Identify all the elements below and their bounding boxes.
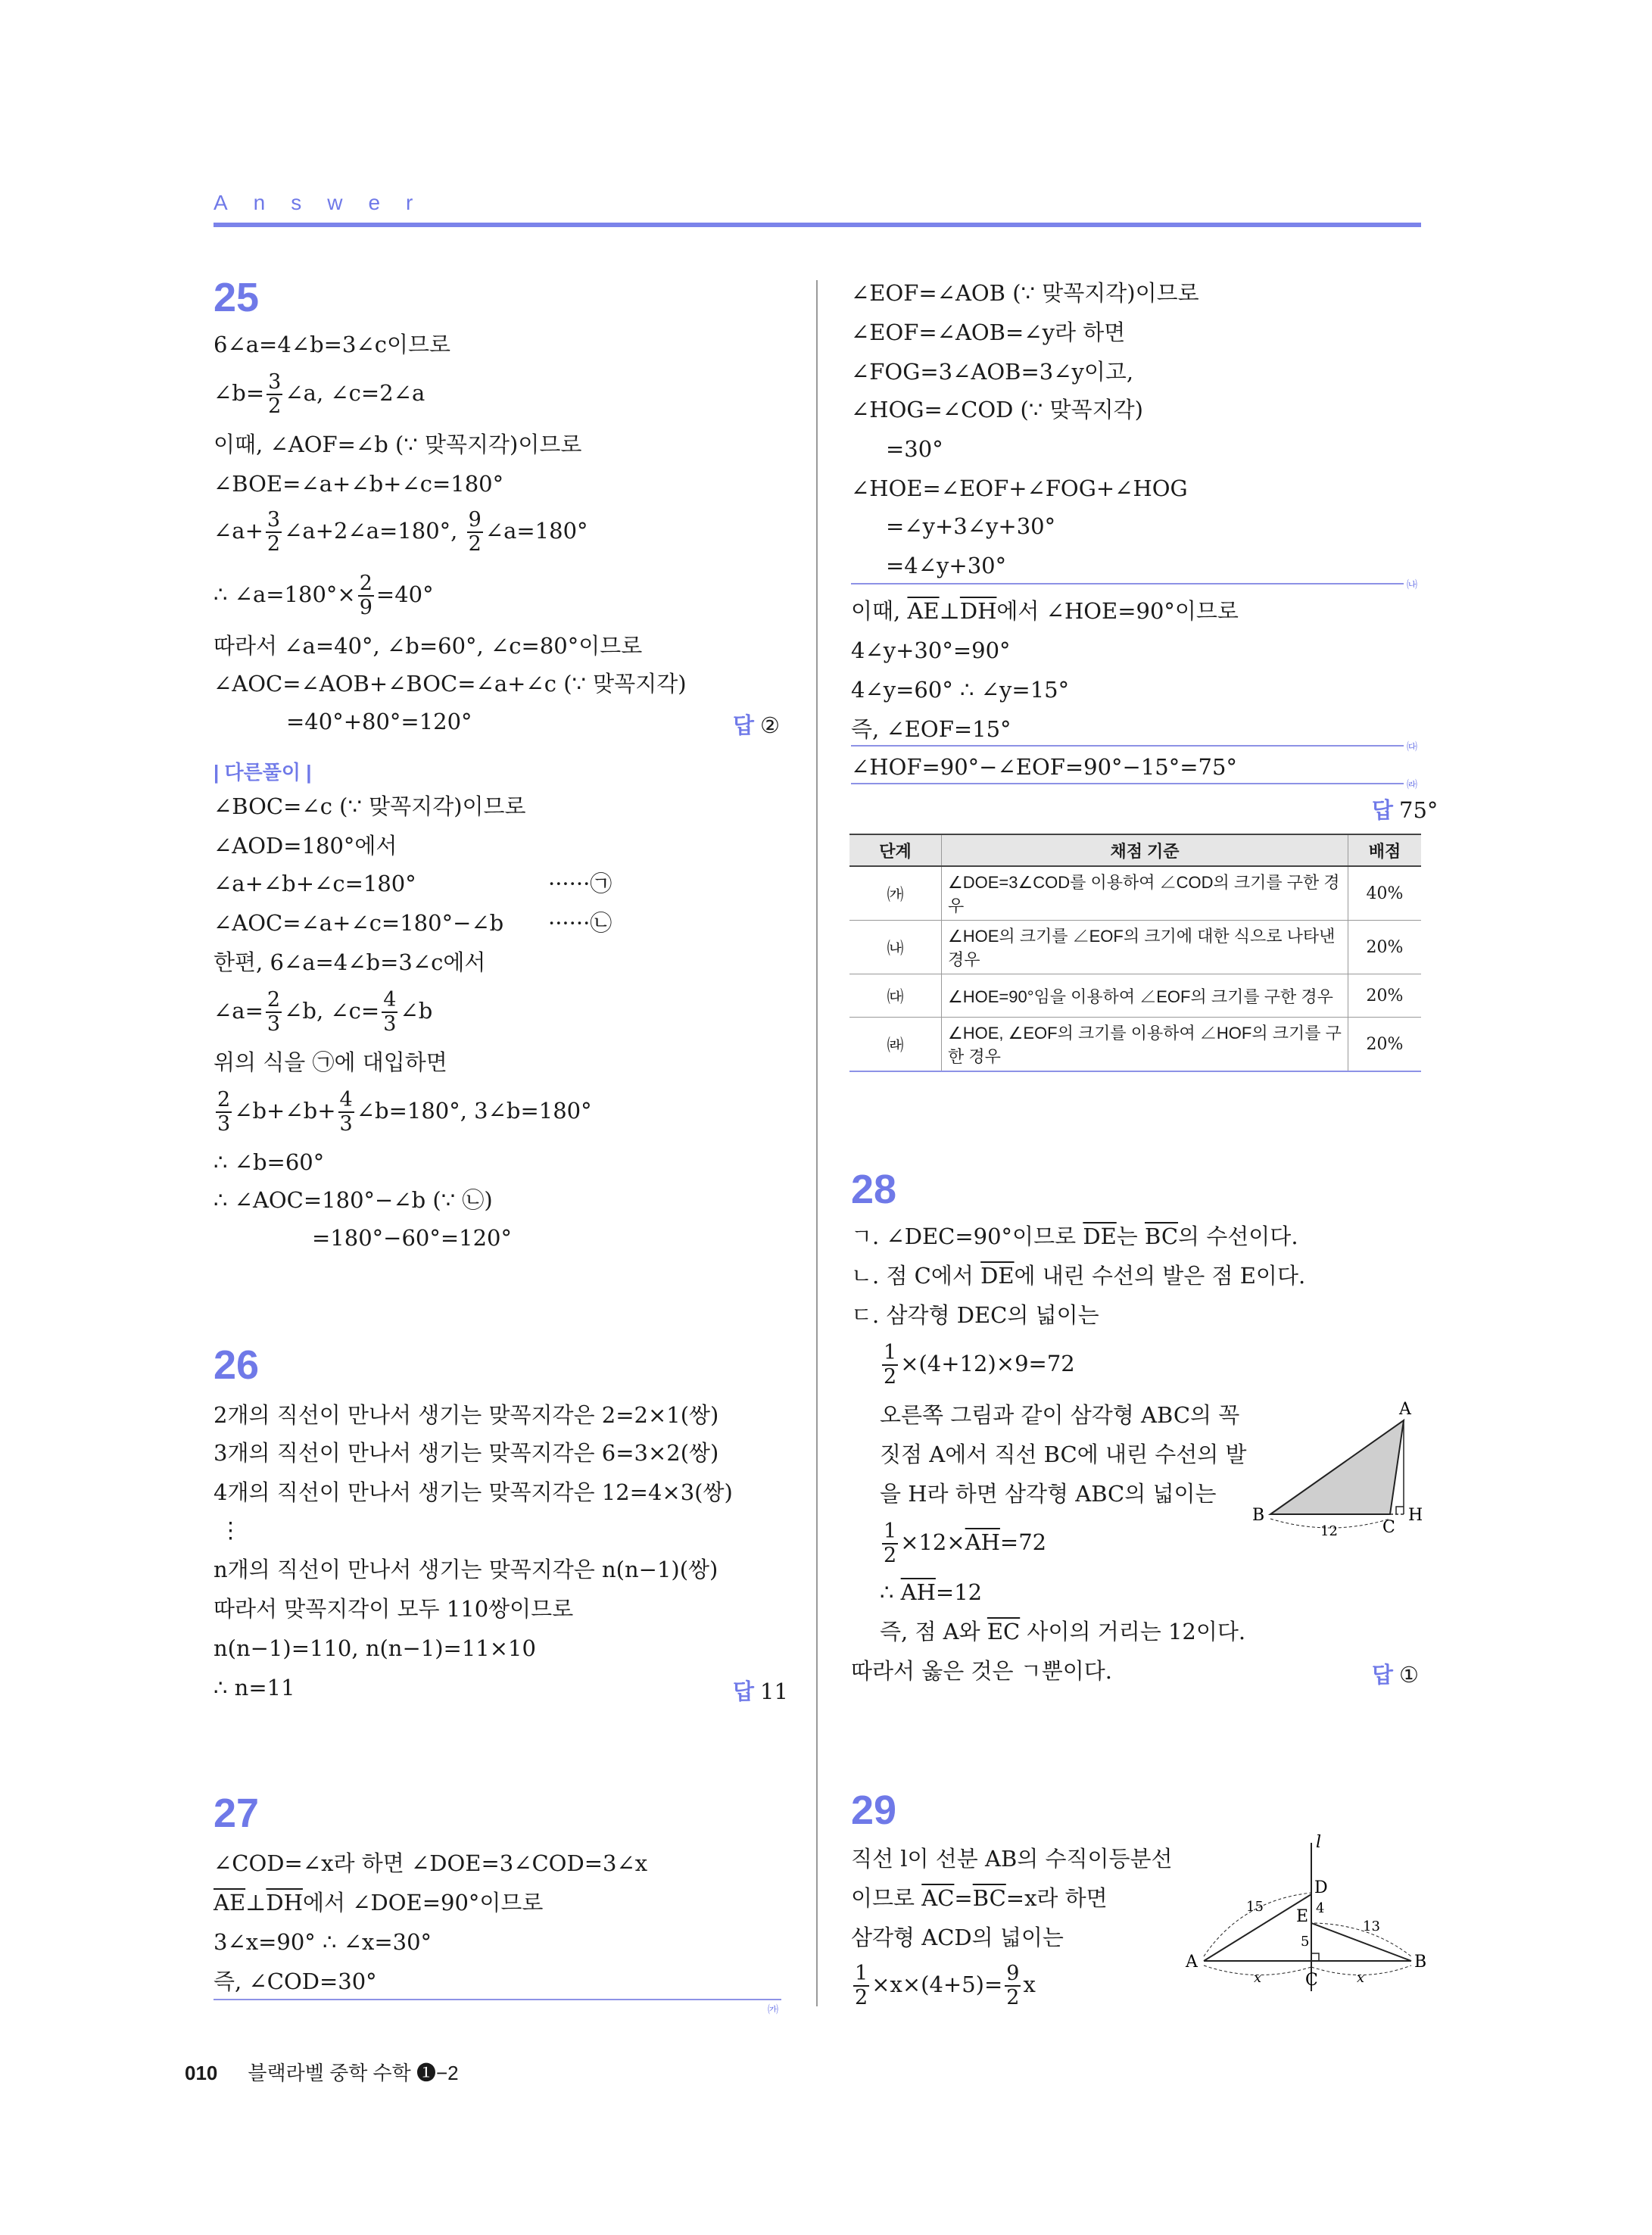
row-criteria: ∠HOE=90°임을 이용하여 ∠EOF의 크기를 구한 경우: [942, 974, 1348, 1018]
alt-line10: ∴ ∠AOC=180°−∠b (∵ ㉡): [214, 1187, 493, 1213]
right-angle-mark: [1396, 1507, 1404, 1514]
p28-line9: ∴ $\overline{AH}=12$: [880, 1579, 983, 1605]
segment-eb: [1311, 1923, 1411, 1961]
p25-line8: ∠AOC=∠AOB+∠BOC=∠a+∠c (∵ 맞꼭지각): [214, 671, 687, 697]
stage-rule-4: [851, 783, 1404, 784]
alt-line1: ∠BOC=∠c (∵ 맞꼭지각)이므로: [214, 793, 526, 819]
perpendicular-bisector-figure: [1181, 1832, 1431, 2006]
header-stage: 단계: [849, 834, 942, 866]
p29-line2: 이므로 $\overline{AC}=\overline{BC}=x$라 하면: [851, 1885, 1108, 1911]
label-4: 4: [1316, 1900, 1325, 1916]
p25-line3: 이때, ∠AOF=∠b (∵ 맞꼭지각)이므로: [214, 432, 582, 457]
p27-right-1: ∠EOF=∠AOB (∵ 맞꼭지각)이므로: [851, 280, 1199, 306]
p28-line11: 따라서 옳은 것은 ㄱ뿐이다.: [851, 1658, 1113, 1684]
stage-rule-1: [214, 1999, 781, 2000]
p28-line10: 즉, 점 A와 $\overline{EC}$ 사이의 거리는 12이다.: [880, 1619, 1246, 1644]
scoring-table-header: [849, 834, 1421, 866]
alt-line7: 위의 식을 ㉠에 대입하면: [214, 1049, 447, 1075]
problem-number-27: 27: [214, 1791, 260, 1836]
alt-line3: ∠a+∠b+∠c=180°: [214, 871, 416, 896]
alt-line4: ∠AOC=∠a+∠c=180°−∠b: [214, 910, 504, 936]
p25-line6: ∴ ∠a=180°× $\frac{2}{9}$ =40°: [214, 572, 434, 619]
stage-rule-2: [851, 583, 1404, 584]
p28-line5: 오른쪽 그림과 같이 삼각형 ABC의 꼭: [880, 1402, 1240, 1428]
p29-line4: $\frac{1}{2}$ ×x×(4+5)= $\frac{9}{2}$ x: [855, 1962, 1036, 2009]
p27-answer: 답 75°: [1372, 797, 1438, 823]
p26-line7: n(n−1)=110, n(n−1)=11×10: [214, 1635, 536, 1661]
row-score: 20%: [1348, 921, 1422, 974]
table-row: [849, 1018, 1421, 1072]
p27-right-10: 4∠y+30°=90°: [851, 637, 1011, 663]
row-criteria: ∠HOE의 크기를 ∠EOF의 크기에 대한 식으로 나타낸 경우: [942, 921, 1348, 974]
row-criteria: ∠DOE=3∠COD를 이용하여 ∠COD의 크기를 구한 경우: [942, 866, 1348, 921]
problem-number-28: 28: [851, 1167, 897, 1212]
alt-mark-2: ······㉡: [548, 910, 612, 936]
triangle-abc: [1270, 1420, 1404, 1514]
p28-line8: $\frac{1}{2}$ $\times 12\times\overline{AH}=72$: [884, 1520, 1047, 1567]
p27-right-6: ∠HOE=∠EOF+∠FOG+∠HOG: [851, 475, 1188, 501]
row-stage: ㈎: [849, 866, 942, 921]
p27-line1: ∠COD=∠x라 하면 ∠DOE=3∠COD=3∠x: [214, 1850, 648, 1876]
p25-line1: 6∠a=4∠b=3∠c이므로: [214, 332, 450, 357]
label-5: 5: [1301, 1934, 1310, 1950]
stage-rule-3: [851, 745, 1404, 747]
p26-line6: 따라서 맞꼭지각이 모두 110쌍이므로: [214, 1596, 574, 1622]
p27-right-8: =4∠y+30°: [886, 553, 1007, 578]
row-score: 20%: [1348, 974, 1422, 1018]
answer-header: Answer: [214, 191, 439, 214]
p25-line9: =40°+80°=120°: [286, 709, 472, 734]
p27-line2: $\overline{AE}\perp\overline{DH}$에서 ∠DOE=90°이므로: [214, 1890, 544, 1915]
p25-line4: ∠BOE=∠a+∠b+∠c=180°: [214, 471, 504, 497]
p26-line3: 4개의 직선이 만나서 생기는 맞꼭지각은 12=4×3(쌍): [214, 1479, 733, 1505]
p27-right-4: ∠HOG=∠COD (∵ 맞꼭지각): [851, 397, 1143, 422]
p27-line4: 즉, ∠COD=30°: [214, 1968, 377, 1994]
label-l: l: [1316, 1833, 1322, 1852]
problem-number-29: 29: [851, 1788, 897, 1833]
table-row: [849, 921, 1421, 974]
header-criteria: 채점 기준: [942, 834, 1348, 866]
p26-line8: ∴ n=11: [214, 1675, 295, 1700]
column-divider: [816, 280, 818, 2006]
label-a: A: [1399, 1400, 1411, 1419]
alt-line2: ∠AOD=180°에서: [214, 833, 397, 859]
alt-line9: ∴ ∠b=60°: [214, 1149, 325, 1175]
label-c: C: [1305, 1971, 1318, 1990]
p26-line1: 2개의 직선이 만나서 생기는 맞꼭지각은 2=2×1(쌍): [214, 1402, 719, 1428]
p26-answer: 답 11: [733, 1679, 788, 1704]
p27-right-12: 즉, ∠EOF=15°: [851, 716, 1011, 742]
row-stage: ㈑: [849, 1018, 942, 1072]
label-x-left: x: [1254, 1970, 1262, 1986]
page-number: 010: [185, 2062, 218, 2084]
alt-line11: =180°−60°=120°: [312, 1225, 513, 1251]
p28-line7: 을 H라 하면 삼각형 ABC의 넓이는: [880, 1481, 1217, 1507]
row-score: 20%: [1348, 1018, 1422, 1072]
label-b: B: [1414, 1953, 1427, 1972]
alt-line6: ∠a= $\frac{2}{3}$ ∠b, ∠c= $\frac{4}{3}$ ∠b: [214, 988, 433, 1036]
label-15: 15: [1246, 1899, 1264, 1915]
p28-line1: ㄱ. ∠DEC=90°이므로 $\overline{DE}$는 $\overline{BC}$의 수선이다.: [851, 1223, 1298, 1249]
right-angle-mark: [1311, 1953, 1319, 1961]
p26-line4: ⋮: [220, 1517, 242, 1543]
stage-mark-2: ㈏: [1407, 578, 1417, 591]
label-d: D: [1314, 1878, 1328, 1897]
p25-line5: ∠a+ $\frac{3}{2}$ ∠a+2∠a=180°, $\frac{9}{2}$ ∠a=180°: [214, 508, 588, 556]
label-length-12: 12: [1320, 1523, 1338, 1539]
p27-right-11: 4∠y=60° ∴ ∠y=15°: [851, 677, 1070, 703]
page-footer: [185, 2058, 459, 2086]
alt-mark-1: ······㉠: [548, 871, 612, 896]
row-score: 40%: [1348, 866, 1422, 921]
p27-right-3: ∠FOG=3∠AOB=3∠y이고,: [851, 359, 1134, 385]
p25-line2: ∠b= $\frac{3}{2}$ ∠a, ∠c=2∠a: [214, 370, 425, 418]
row-stage: ㈐: [849, 974, 942, 1018]
stage-mark-1: ㈎: [768, 2003, 778, 2015]
p28-line6: 짓점 A에서 직선 BC에 내린 수선의 발: [880, 1442, 1247, 1467]
table-row: [849, 866, 1421, 921]
label-c: C: [1382, 1518, 1395, 1537]
header-rule: [214, 223, 1421, 227]
p26-line2: 3개의 직선이 만나서 생기는 맞꼭지각은 6=3×2(쌍): [214, 1440, 719, 1466]
p27-right-7: =∠y+3∠y+30°: [886, 513, 1056, 539]
alt-line5: 한편, 6∠a=4∠b=3∠c에서: [214, 949, 486, 975]
p26-line5: n개의 직선이 만나서 생기는 맞꼭지각은 n(n−1)(쌍): [214, 1557, 718, 1582]
row-stage: ㈏: [849, 921, 942, 974]
p29-line3: 삼각형 ACD의 넓이는: [851, 1925, 1064, 1950]
scoring-table: [849, 834, 1421, 1072]
row-criteria: ∠HOE, ∠EOF의 크기를 이용하여 ∠HOF의 크기를 구한 경우: [942, 1018, 1348, 1072]
p25-line7: 따라서 ∠a=40°, ∠b=60°, ∠c=80°이므로: [214, 633, 643, 659]
alt-line8: $\frac{2}{3}$ ∠b+∠b+ $\frac{4}{3}$ ∠b=180°, 3∠b=180°: [217, 1088, 592, 1136]
p27-right-9: 이때, $\overline{AE}\perp\overline{DH}$에서 ∠HOE=90°이므로: [851, 598, 1239, 624]
label-e: E: [1296, 1907, 1309, 1926]
book-title: 블랙라벨 중학 수학 ❶−2: [248, 2062, 459, 2084]
label-b: B: [1252, 1506, 1265, 1525]
p28-line2: ㄴ. 점 C에서 $\overline{DE}$에 내린 수선의 발은 점 E이다.: [851, 1263, 1306, 1289]
problem-number-26: 26: [214, 1342, 260, 1388]
label-x-right: x: [1357, 1970, 1365, 1986]
p27-right-13: ∠HOF=90°−∠EOF=90°−15°=75°: [851, 754, 1237, 780]
label-h: H: [1408, 1506, 1423, 1525]
stage-mark-4: ㈑: [1407, 778, 1417, 790]
alt-solution-label: | 다른풀이 |: [214, 761, 312, 784]
label-13: 13: [1363, 1919, 1380, 1934]
p25-answer: 답 ②: [733, 712, 781, 738]
p28-answer: 답 ①: [1372, 1662, 1420, 1688]
p27-right-5: =30°: [886, 436, 943, 462]
problem-number-25: 25: [214, 275, 260, 320]
triangle-abc-figure: [1242, 1393, 1431, 1545]
p27-right-2: ∠EOF=∠AOB=∠y라 하면: [851, 320, 1126, 345]
table-row: [849, 974, 1421, 1018]
p28-line3: ㄷ. 삼각형 DEC의 넓이는: [851, 1302, 1099, 1328]
stage-mark-3: ㈐: [1407, 740, 1417, 753]
p27-line3: 3∠x=90° ∴ ∠x=30°: [214, 1929, 432, 1955]
header-score: 배점: [1348, 834, 1422, 866]
p28-line4: $\frac{1}{2}$ ×(4+12)×9=72: [884, 1341, 1075, 1389]
label-a: A: [1186, 1953, 1198, 1972]
p29-line1: 직선 l이 선분 AB의 수직이등분선: [851, 1846, 1173, 1872]
